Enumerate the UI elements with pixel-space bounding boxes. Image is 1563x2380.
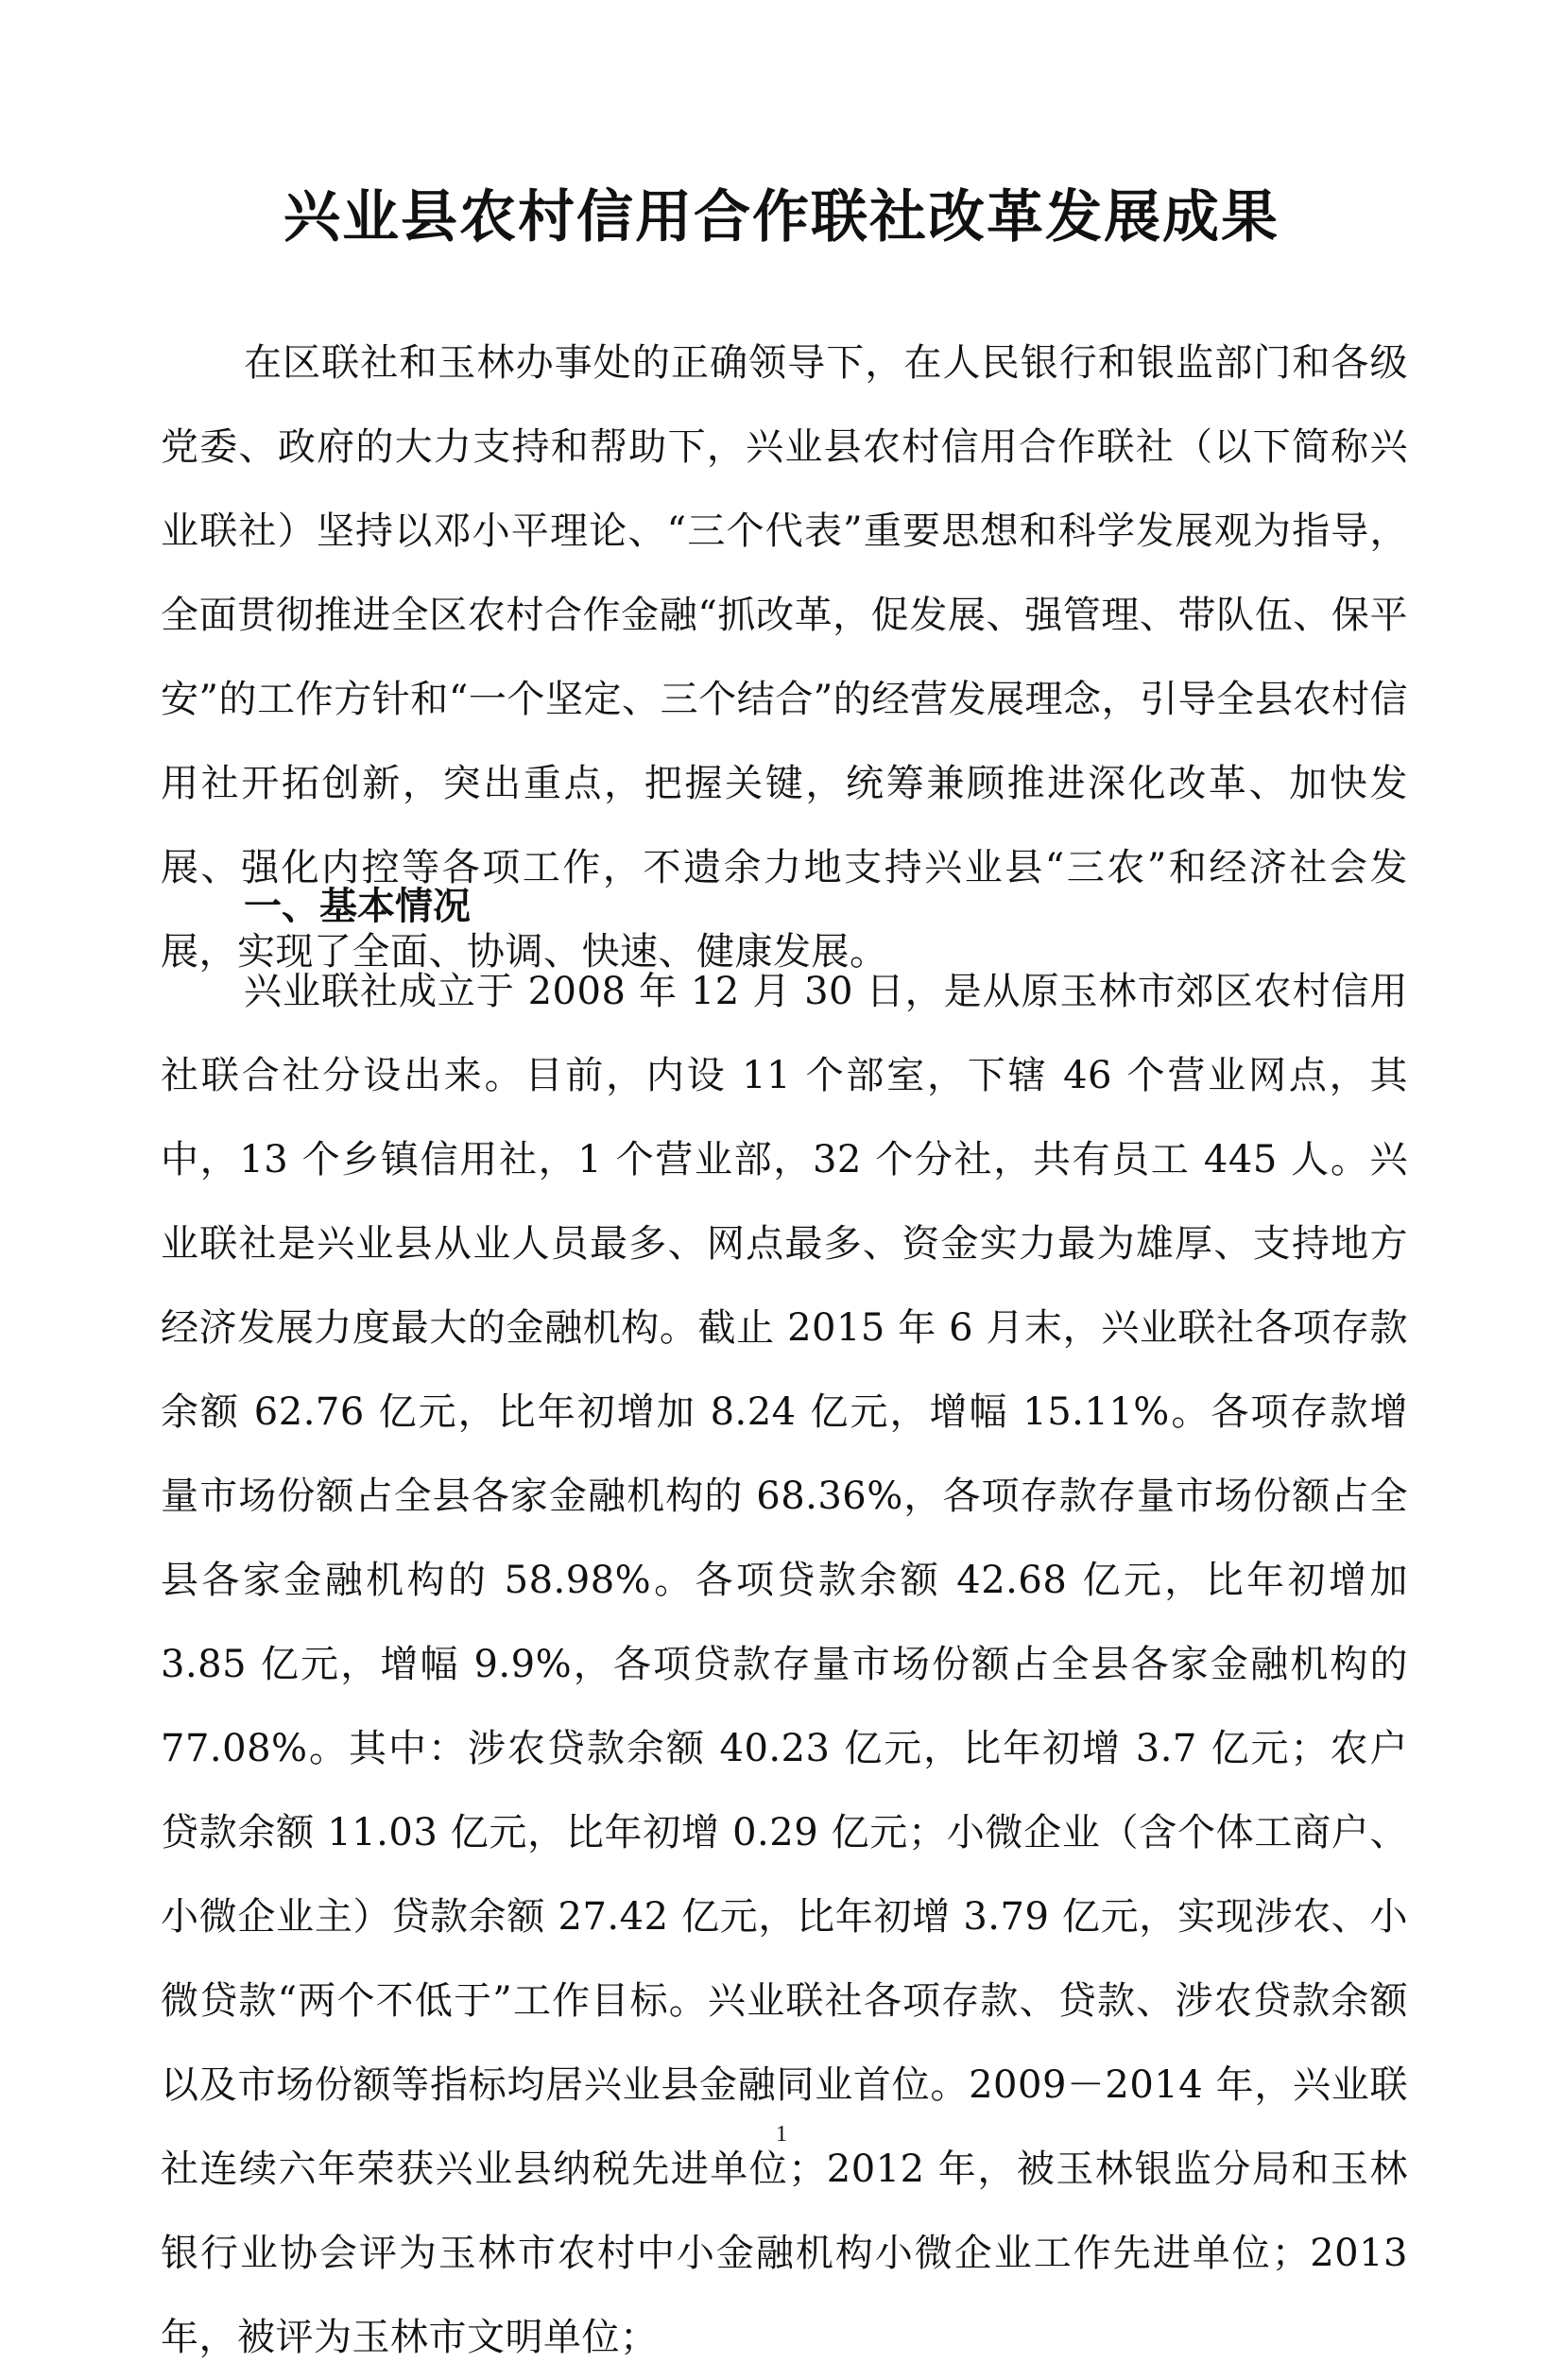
page-number: 1 <box>776 2122 787 2147</box>
document-title: 兴业县农村信用合作联社改革发展成果 <box>283 184 1280 250</box>
basic-info-paragraph: 兴业联社成立于 2008 年 12 月 30 日，是从原玉林市郊区农村信用社联合社分设出来。目前，内设 11 个部室，下辖 46 个营业网点，其中，13 个乡镇信用社，1 个营业部，32 个分社，共有员工 445 人。兴业联社是兴业县从业人员最多、网点最多、资金实力最为雄厚、支持地方经济发展力度最大的金融机构。截止 2015 年 6 月末，兴业联社各项存款余额 62.76 亿元，比年初增加 8.24 亿元，增幅 15.11%。各项存款增量市场份额占全县各家金融机构的 68.36%，各项存款存量市场份额占全县各家金融机构的 58.98%。各项贷款余额 42.68 亿元，比年初增加 3.85 亿元，增幅 9.9%，各项贷款存量市场份额占全县各家金融机构的 77.08%。其中：涉农贷款余额 40.23 亿元，比年初增 3.7 亿元；农户贷款余额 11.03 亿元，比年初增 0.29 亿元；小微企业（含个体工商户、小微企业主）贷款余额 27.42 亿元，比年初增 3.79 亿元，实现涉农、小微贷款“两个不低于”工作目标。兴业联社各项存款、贷款、涉农贷款余额以及市场份额等指标均居兴业县金融同业首位。2009－2014 年，兴业联社连续六年荣获兴业县纳税先进单位；2012 年，被玉林银监分局和玉林银行业协会评为玉林市农村中小金融机构小微企业工作先进单位；2013 年，被评为玉林市文明单位； <box>161 970 1408 2359</box>
intro-paragraph: 在区联社和玉林办事处的正确领导下，在人民银行和银监部门和各级党委、政府的大力支持和帮助下，兴业县农村信用合作联社（以下简称兴业联社）坚持以邓小平理论、“三个代表”重要思想和科学发展观为指导，全面贯彻推进全区农村合作金融“抓改革，促发展、强管理、带队伍、保平安”的工作方针和“一个坚定、三个结合”的经营发展理念，引导全县农村信用社开拓创新，突出重点，把握关键，统筹兼顾推进深化改革、加快发展、强化内控等各项工作，不遗余力地支持兴业县“三农”和经济社会发展，实现了全面、协调、快速、健康发展。 <box>161 341 1408 974</box>
section-heading: 一、基本情况 <box>244 885 471 928</box>
